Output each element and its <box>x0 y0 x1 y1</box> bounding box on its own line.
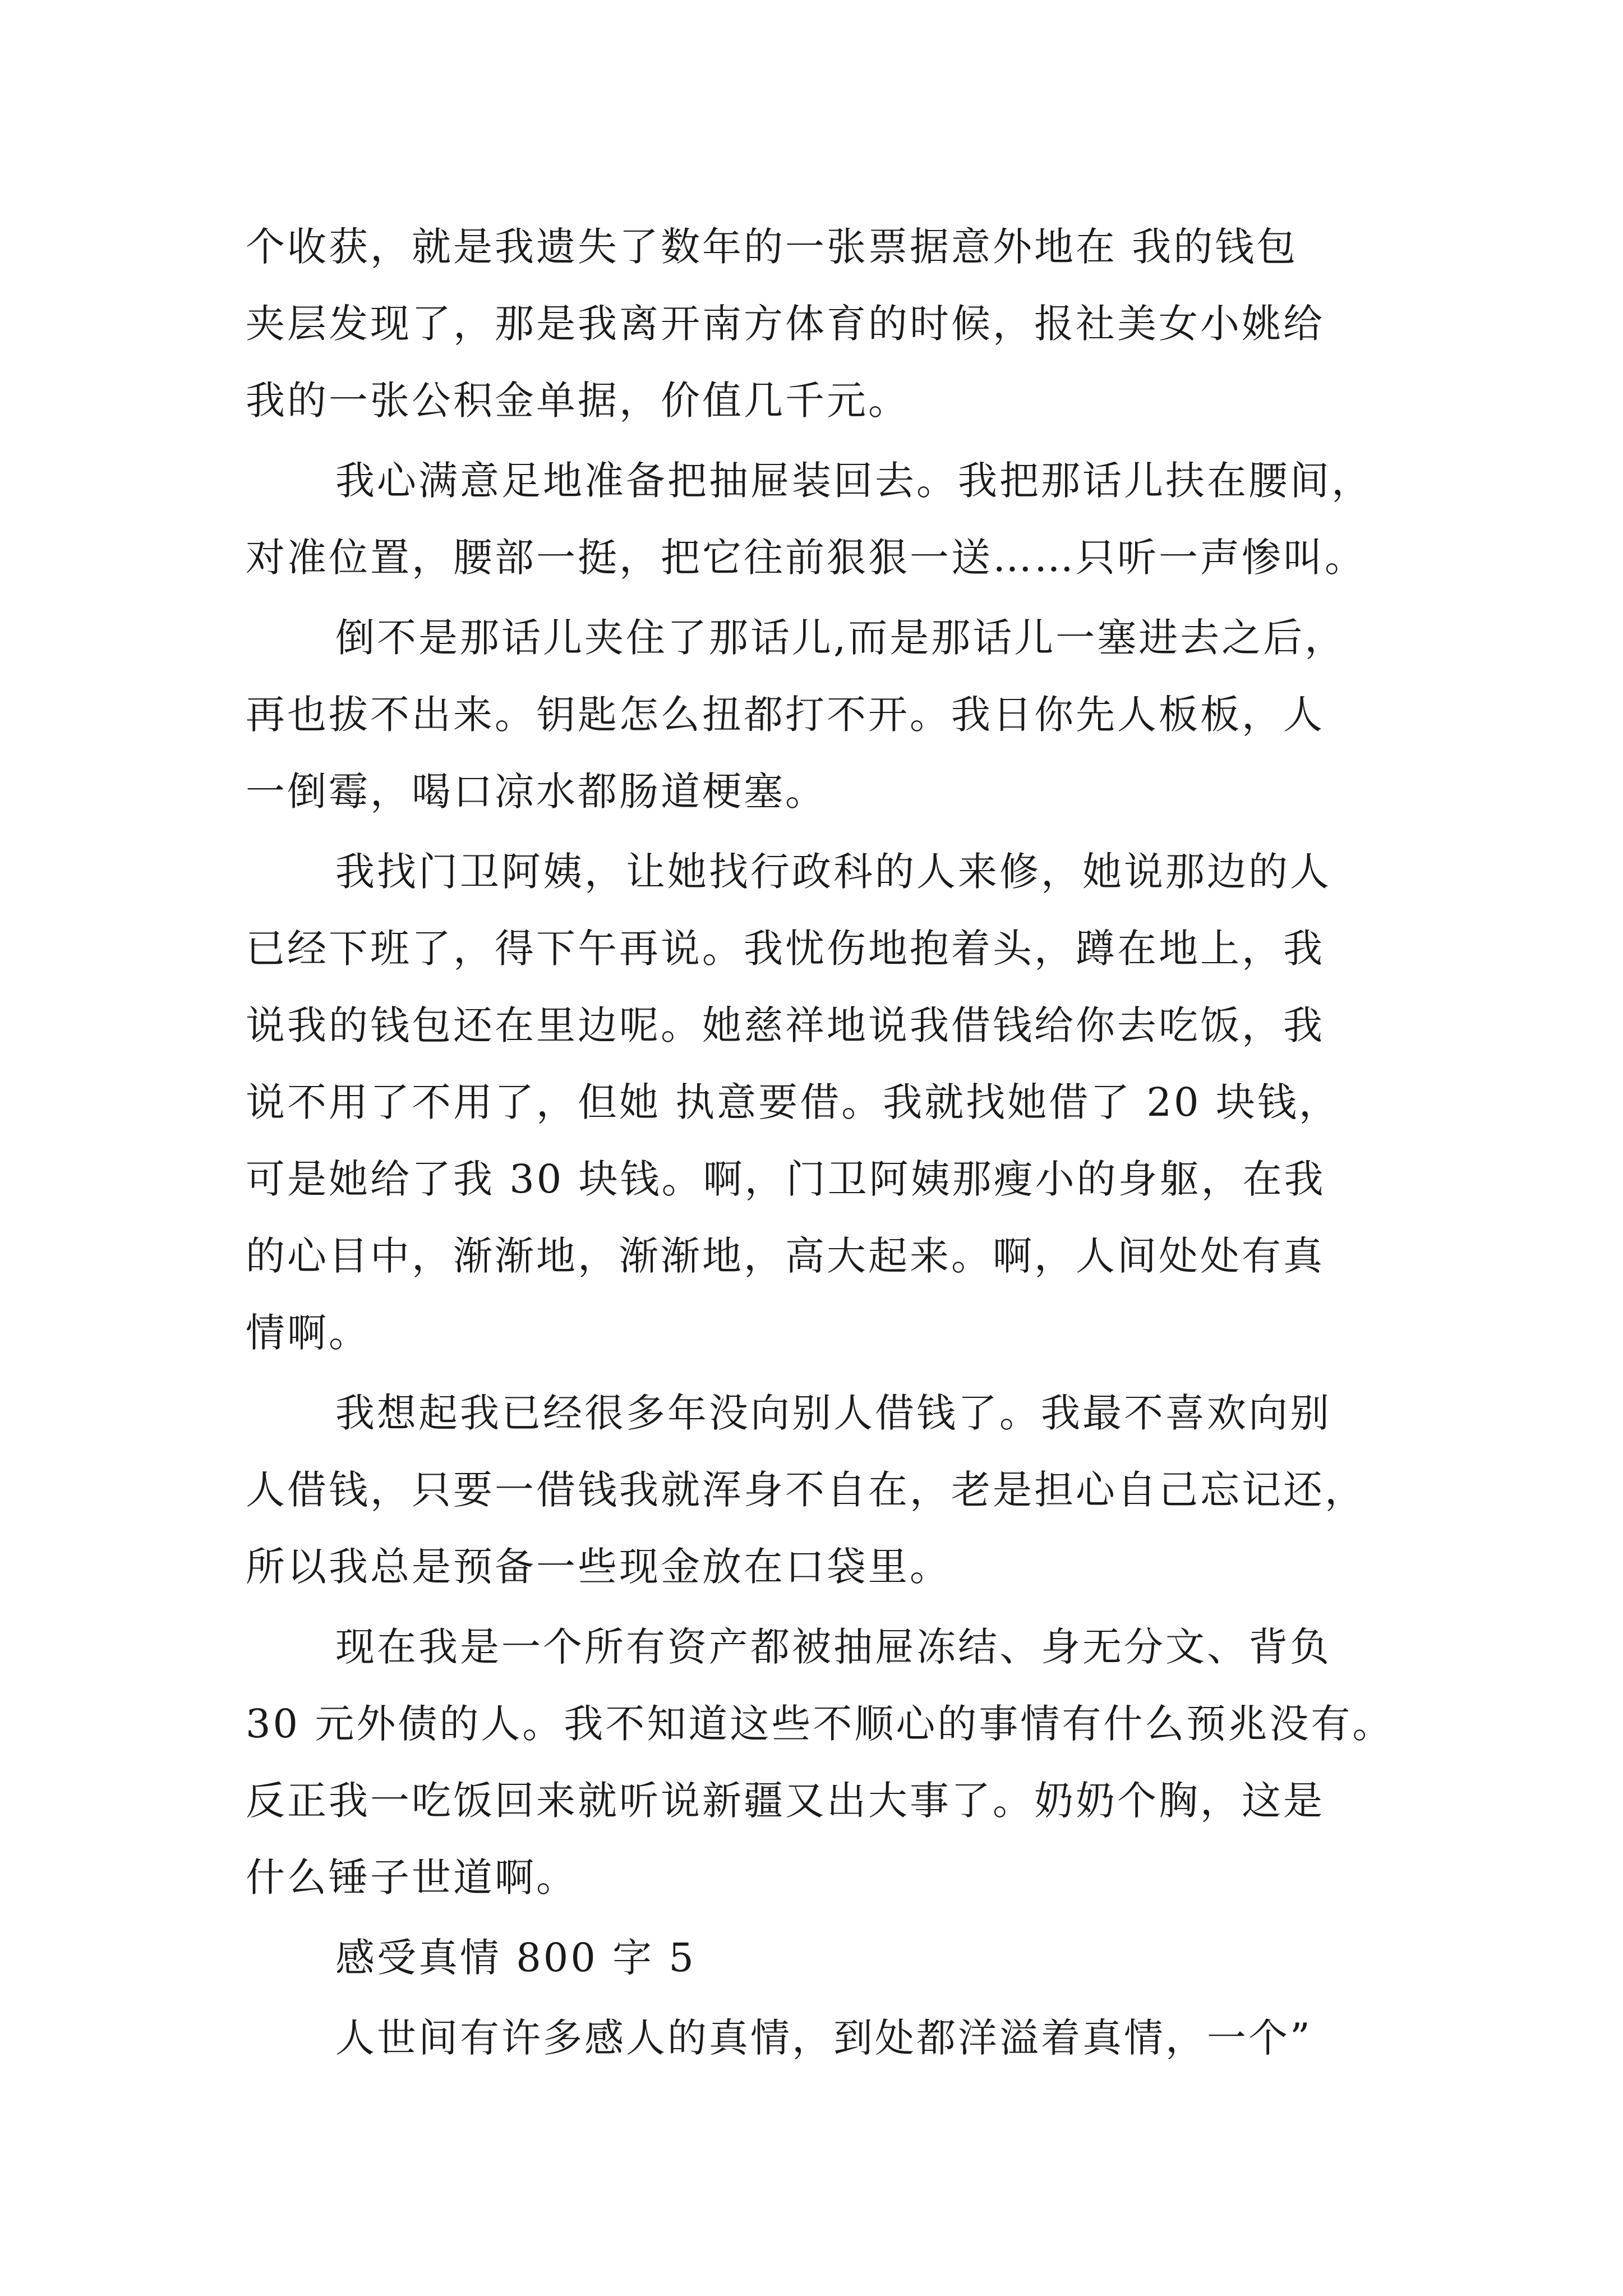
document-body <box>246 209 1394 2077</box>
text-line: 30 元外债的人。我不知道这些不顺心的事情有什么预兆没有。 <box>246 1701 1394 1747</box>
text-line: 倒不是那话儿夹住了那话儿,而是那话儿一塞进去之后， <box>335 615 1347 661</box>
text-line: 已经下班了，得下午再说。我忧伤地抱着头，蹲在地上，我 <box>246 926 1325 972</box>
text-line: 所以我总是预备一些现金放在口袋里。 <box>246 1544 951 1590</box>
paragraph <box>246 834 1390 1372</box>
text-line: 个收获，就是我遗失了数年的一张票据意外地在 我的钱包 <box>246 224 1298 270</box>
text-line: 我心满意足地准备把抽屉装回去。我把那话儿扶在腰间， <box>335 458 1373 504</box>
paragraph <box>246 1375 1390 1605</box>
text-line: 我找门卫阿姨，让她找行政科的人来修，她说那边的人 <box>335 849 1331 895</box>
text-line: 人世间有许多感人的真情，到处都洋溢着真情，一个” <box>335 2015 1312 2061</box>
text-line: 说不用了不用了，但她 执意要借。我就找她借了 20 块钱， <box>246 1079 1340 1125</box>
text-line: 说我的钱包还在里边呢。她慈祥地说我借钱给你去吃饭，我 <box>246 1002 1325 1048</box>
text-line: 人借钱，只要一借钱我就浑身不自在，老是担心自己忘记还， <box>246 1467 1366 1513</box>
text-line: 可是她给了我 30 块钱。啊，门卫阿姨那瘦小的身躯，在我 <box>246 1156 1326 1202</box>
paragraph <box>246 443 1390 596</box>
text-line: 对准位置，腰部一挺，把它往前狠狠一送……只听一声惨叫。 <box>246 535 1366 581</box>
paragraph <box>246 1609 1394 1916</box>
paragraph <box>246 209 1390 439</box>
text-line: 的心目中，渐渐地，渐渐地，高大起来。啊，人间处处有真 <box>246 1233 1325 1279</box>
heading-line: 感受真情 800 字 5 <box>335 1935 696 1981</box>
text-line: 再也拔不出来。钥匙怎么扭都打不开。我日你先人板板，人 <box>246 692 1325 738</box>
text-line: 一倒霉，喝口凉水都肠道梗塞。 <box>246 769 827 815</box>
paragraph <box>246 600 1390 830</box>
text-line: 反正我一吃饭回来就听说新疆又出大事了。奶奶个胸，这是 <box>246 1778 1325 1824</box>
paragraph <box>246 2000 1390 2077</box>
text-line: 情啊。 <box>246 1310 370 1356</box>
text-line: 现在我是一个所有资产都被抽屉冻结、身无分文、背负 <box>335 1624 1331 1670</box>
text-line: 我想起我已经很多年没向别人借钱了。我最不喜欢向别 <box>335 1390 1331 1436</box>
text-line: 我的一张公积金单据，价值几千元。 <box>246 378 910 424</box>
section-heading <box>246 1920 1390 1996</box>
text-line: 夹层发现了，那是我离开南方体育的时候，报社美女小姚给 <box>246 301 1325 347</box>
text-line: 什么锤子世道啊。 <box>246 1855 578 1901</box>
